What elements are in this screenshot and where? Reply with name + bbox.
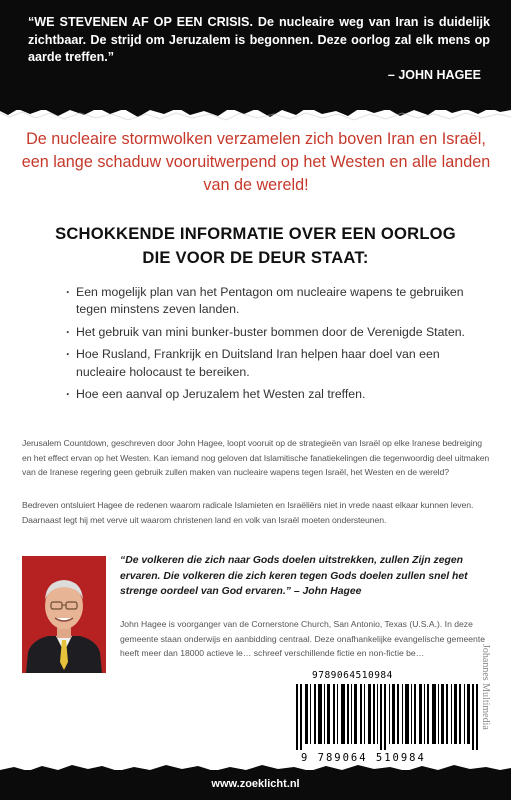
headline-line-2: DIE VOOR DE DEUR STAAT: bbox=[142, 248, 369, 267]
bullet-item: · Hoe Rusland, Frankrijk en Duitsland Iran helpen haar doel van een nucleaire holocaust te bereiken. bbox=[66, 346, 486, 381]
author-photo bbox=[22, 556, 106, 673]
bullet-item: · Hoe een aanval op Jeruzalem het Westen zal treffen. bbox=[66, 386, 486, 403]
publisher-imprint bbox=[478, 640, 494, 780]
barcode-bars bbox=[296, 684, 482, 750]
headline-line-1: SCHOKKENDE INFORMATIE OVER EEN OORLOG bbox=[55, 224, 456, 243]
bullet-item: · Het gebruik van mini bunker-buster bommen door de Verenigde Staten. bbox=[66, 324, 486, 341]
top-quote-author: – JOHN HAGEE bbox=[387, 68, 481, 82]
bottom-quote-author: – John Hagee bbox=[290, 586, 362, 597]
isbn-number: 9789064510984 bbox=[312, 670, 393, 681]
author-bio: John Hagee is voorganger van de Cornerstone Church, San Antonio, Texas (U.S.A.). In deze gemeente staan onderwijs en aanbidding centraal. Deze onafhankelijke evangelische gemeente heeft meer dan 18000 actieve le… schreef verschillende fictie en non-fictie be… bbox=[120, 619, 486, 659]
lead-text: De nucleaire stormwolken verzamelen zich boven Iran en Israël, een lange schaduw vooruitwerpend op het Westen en alle landen van de wereld! bbox=[21, 130, 491, 194]
description-paragraph-2: Bedreven ontsluiert Hagee de redenen waarom radicale Islamieten en Israëliërs niet in vrede naast elkaar kunnen leven. Daarnaast legt hij met verve uit waarom christenen land en volk van Israël moeten ondersteunen. bbox=[22, 500, 474, 525]
author-portrait-illustration bbox=[22, 556, 106, 673]
publisher-name: Johannes Multimedia bbox=[480, 644, 491, 730]
top-quote: “WE STEVENEN AF OP EEN CRISIS. De nucleaire weg van Iran is duidelijk zichtbaar. De strijd om Jeruzalem is begonnen. Deze oorlog zal elk mens op aarde treffen.” bbox=[28, 15, 490, 64]
bottom-quote bbox=[120, 553, 492, 600]
bottom-quote-text: “De volkeren die zich naar Gods doelen uitstrekken, zullen Zijn zegen ervaren. Die volkeren die zich keren tegen Gods doelen zullen snel het strenge oordeel van God ervaren.” bbox=[120, 555, 468, 597]
description-paragraph-1: Jerusalem Countdown, geschreven door John Hagee, loopt vooruit op de strategieën van Israël op elke Iranese bedreiging en het effect ervan op het Westen. Kan iemand nog geloven dat Islamitische fanatiekelingen die tegenwoordig deel uitmaken van de Iranese regering geen gebruik zullen maken van nucleaire wapens tegen Israël, het Westen en de wereld? bbox=[22, 438, 490, 478]
bullet-list bbox=[66, 284, 486, 409]
headline bbox=[10, 222, 501, 270]
website-url: www.zoeklicht.nl bbox=[211, 778, 300, 790]
bullet-item: · Een mogelijk plan van het Pentagon om nucleaire wapens te gebruiken tegen minstens zeven landen. bbox=[66, 284, 486, 319]
isbn-barcode-digits: 9 789064 510984 bbox=[301, 752, 426, 764]
torn-edge-top bbox=[0, 92, 511, 128]
